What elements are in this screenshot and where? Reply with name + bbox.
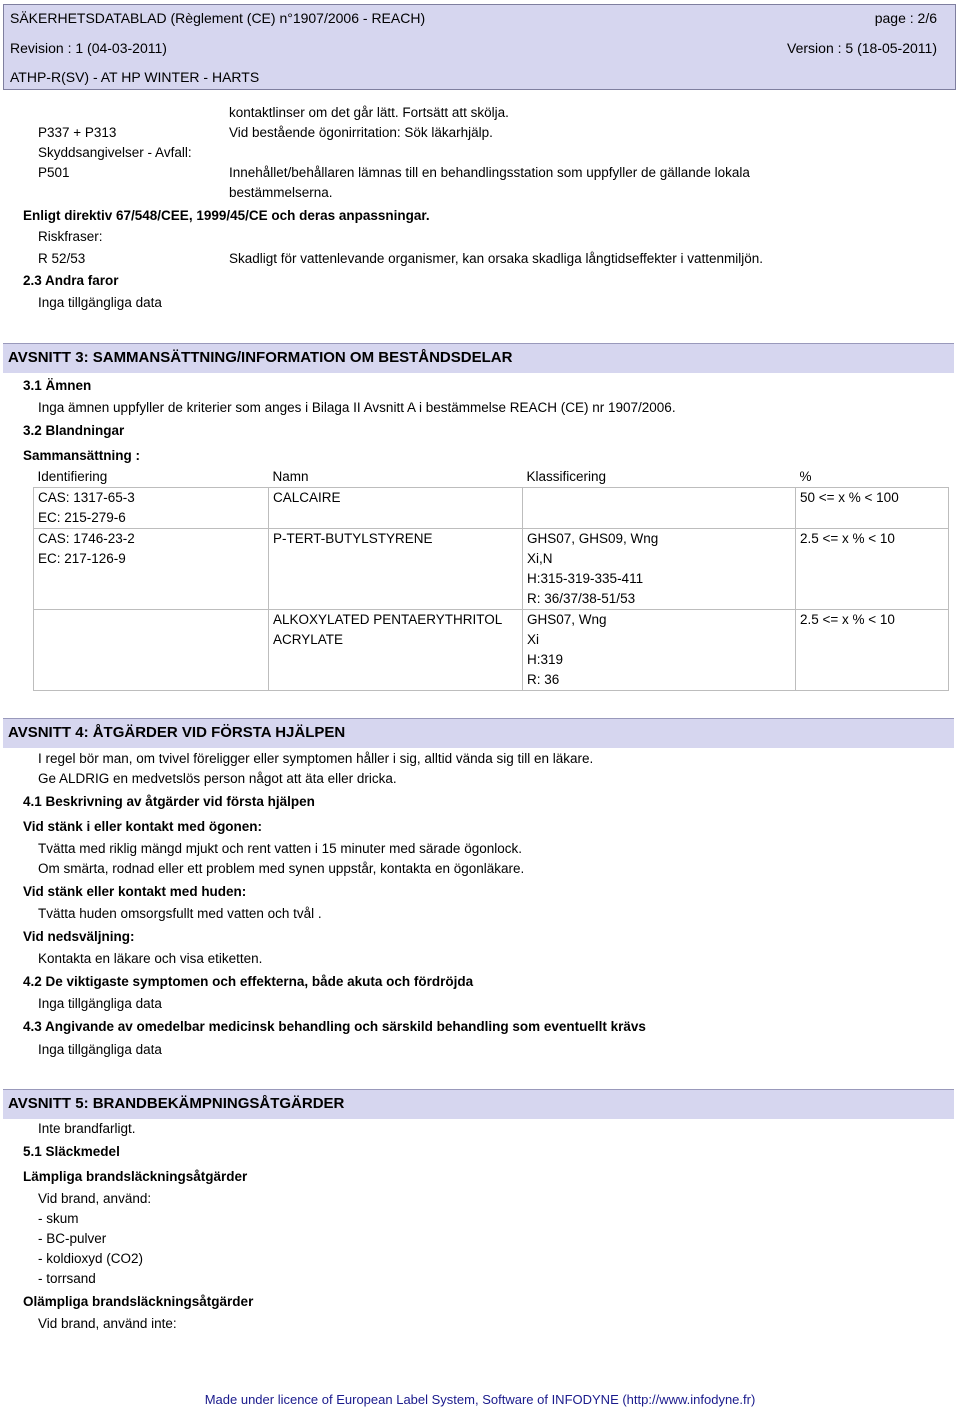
mixtures-title: 3.2 Blandningar — [23, 423, 125, 438]
suitable-media-item: - torrsand — [38, 1271, 96, 1286]
cell-name — [269, 610, 523, 691]
ec-number: EC: 217-126-9 — [38, 551, 126, 566]
subsection-42: 4.2 De viktigaste symptomen och effekterna, både akuta och fördröjda — [23, 974, 474, 989]
document-header — [3, 4, 956, 90]
cas-number: CAS: 1317-65-3 — [38, 490, 135, 505]
table-row — [34, 488, 949, 529]
section-4-title: AVSNITT 4: ÅTGÄRDER VID FÖRSTA HJÄLPEN — [8, 724, 346, 741]
footer-license: Made under licence of European Label System, Software of INFODYNE (http://www.infodyne.fr) — [204, 1392, 756, 1407]
col-header-percent: % — [799, 469, 812, 484]
cell-percent: 2.5 <= x % < 10 — [796, 529, 949, 610]
substance-name-cont: ACRYLATE — [273, 632, 344, 647]
header-row-title — [10, 10, 937, 26]
section-3-bar — [3, 343, 954, 373]
revision: Revision : 1 (04-03-2011) — [10, 40, 167, 56]
table-row — [34, 529, 949, 610]
subsection-41: 4.1 Beskrivning av åtgärder vid första hjälpen — [23, 794, 315, 809]
header-row-revision — [10, 40, 937, 56]
r-text: Skadligt för vattenlevande organismer, kan orsaka skadliga långtidseffekter i vattenmiljön. — [229, 251, 764, 266]
col-header-name: Namn — [272, 469, 309, 484]
composition-table — [33, 467, 949, 691]
classification-line: H:315-319-335-411 — [527, 571, 644, 586]
p337-code: P337 + P313 — [38, 125, 117, 140]
section-3-title: AVSNITT 3: SAMMANSÄTTNING/INFORMATION OM BESTÅNDSDELAR — [8, 349, 513, 366]
suitable-media-label: Lämpliga brandsläckningsåtgärder — [23, 1169, 248, 1184]
p501-text-2: bestämmelserna. — [229, 185, 333, 200]
suitable-media-intro: Vid brand, använd: — [38, 1191, 152, 1206]
fire-intro: Inte brandfarligt. — [38, 1121, 136, 1136]
document-title: SÄKERHETSDATABLAD (Règlement (CE) n°1907/2006 - REACH) — [10, 10, 426, 26]
cell-percent: 50 <= x % < 100 — [796, 488, 949, 529]
suitable-media-item: - koldioxyd (CO2) — [38, 1251, 144, 1266]
col-header-classification: Klassificering — [526, 469, 607, 484]
ingestion-text-1: Kontakta en läkare och visa etiketten. — [38, 951, 263, 966]
eyes-text-1: Tvätta med riklig mängd mjukt och rent vatten i 15 minuter med särade ögonlock. — [38, 841, 522, 856]
other-hazards-text: Inga tillgängliga data — [38, 295, 162, 310]
unsuitable-media-label: Olämpliga brandsläckningsåtgärder — [23, 1294, 254, 1309]
p501-text-1: Innehållet/behållaren lämnas till en behandlingsstation som uppfyller de gällande lokala — [229, 165, 750, 180]
header-row-product — [10, 69, 937, 85]
skin-text-1: Tvätta huden omsorgsfullt med vatten och tvål . — [38, 906, 322, 921]
unsuitable-media-intro: Vid brand, använd inte: — [38, 1316, 177, 1331]
classification-line: Xi — [527, 632, 540, 647]
subsection-51: 5.1 Släckmedel — [23, 1144, 120, 1159]
table-row — [34, 610, 949, 691]
suitable-media-item: - skum — [38, 1211, 79, 1226]
contact-lenses-text: kontaktlinser om det går lätt. Fortsätt att skölja. — [229, 105, 509, 120]
subsection-43: 4.3 Angivande av omedelbar medicinsk behandling och särskild behandling som eventuellt krävs — [23, 1019, 646, 1034]
p501-code: P501 — [38, 165, 70, 180]
classification-line: R: 36/37/38-51/53 — [527, 591, 636, 606]
ec-number: EC: 215-279-6 — [38, 510, 126, 525]
cell-percent: 2.5 <= x % < 10 — [796, 610, 949, 691]
other-hazards-title: 2.3 Andra faror — [23, 273, 119, 288]
cell-classification — [523, 488, 796, 529]
product-name: ATHP-R(SV) - AT HP WINTER - HARTS — [10, 69, 260, 85]
cell-identification — [34, 488, 269, 529]
ingestion-label: Vid nedsväljning: — [23, 929, 135, 944]
classification-line: GHS07, GHS09, Wng — [527, 531, 659, 546]
cell-name — [269, 488, 523, 529]
subsection-43-text: Inga tillgängliga data — [38, 1042, 162, 1057]
eyes-text-2: Om smärta, rodnad eller ett problem med synen uppstår, kontakta en ögonläkare. — [38, 861, 525, 876]
first-aid-intro-2: Ge ALDRIG en medvetslös person något att äta eller dricka. — [38, 771, 397, 786]
cell-identification — [34, 610, 269, 691]
substance-name: CALCAIRE — [273, 490, 341, 505]
r-code: R 52/53 — [38, 251, 86, 266]
substances-text: Inga ämnen uppfyller de kriterier som anges i Bilaga II Avsnitt A i bestämmelse REACH (CE) nr 1907/2006. — [38, 400, 676, 415]
classification-line: H:319 — [527, 652, 564, 667]
classification-line: R: 36 — [527, 672, 560, 687]
eyes-label: Vid stänk i eller kontakt med ögonen: — [23, 819, 263, 834]
composition-label: Sammansättning : — [23, 448, 141, 463]
directive-heading: Enligt direktiv 67/548/CEE, 1999/45/CE och deras anpassningar. — [23, 208, 430, 223]
suitable-media-item: - BC-pulver — [38, 1231, 107, 1246]
cell-identification — [34, 529, 269, 610]
cas-number: CAS: 1746-23-2 — [38, 531, 135, 546]
substance-name: P-TERT-BUTYLSTYRENE — [273, 531, 433, 546]
section-5-title: AVSNITT 5: BRANDBEKÄMPNINGSÅTGÄRDER — [8, 1095, 345, 1112]
section-4-bar — [3, 718, 954, 748]
classification-line: GHS07, Wng — [527, 612, 607, 627]
version: Version : 5 (18-05-2011) — [787, 40, 937, 56]
subsection-42-text: Inga tillgängliga data — [38, 996, 162, 1011]
section-5-bar — [3, 1089, 954, 1119]
p337-text: Vid bestående ögonirritation: Sök läkarhjälp. — [229, 125, 493, 140]
substance-name: ALKOXYLATED PENTAERYTHRITOL — [273, 612, 503, 627]
cell-classification — [523, 529, 796, 610]
cell-name — [269, 529, 523, 610]
col-header-identification: Identifiering — [37, 469, 108, 484]
skin-label: Vid stänk eller kontakt med huden: — [23, 884, 247, 899]
disposal-label: Skyddsangivelser - Avfall: — [38, 145, 192, 160]
substances-title: 3.1 Ämnen — [23, 378, 92, 393]
table-header-row — [34, 467, 949, 488]
cell-classification — [523, 610, 796, 691]
riskfraser-label: Riskfraser: — [38, 229, 103, 244]
page-number: page : 2/6 — [874, 10, 937, 26]
classification-line: Xi,N — [527, 551, 553, 566]
first-aid-intro-1: I regel bör man, om tvivel föreligger eller symptomen håller i sig, alltid vända sig till en läkare. — [38, 751, 594, 766]
